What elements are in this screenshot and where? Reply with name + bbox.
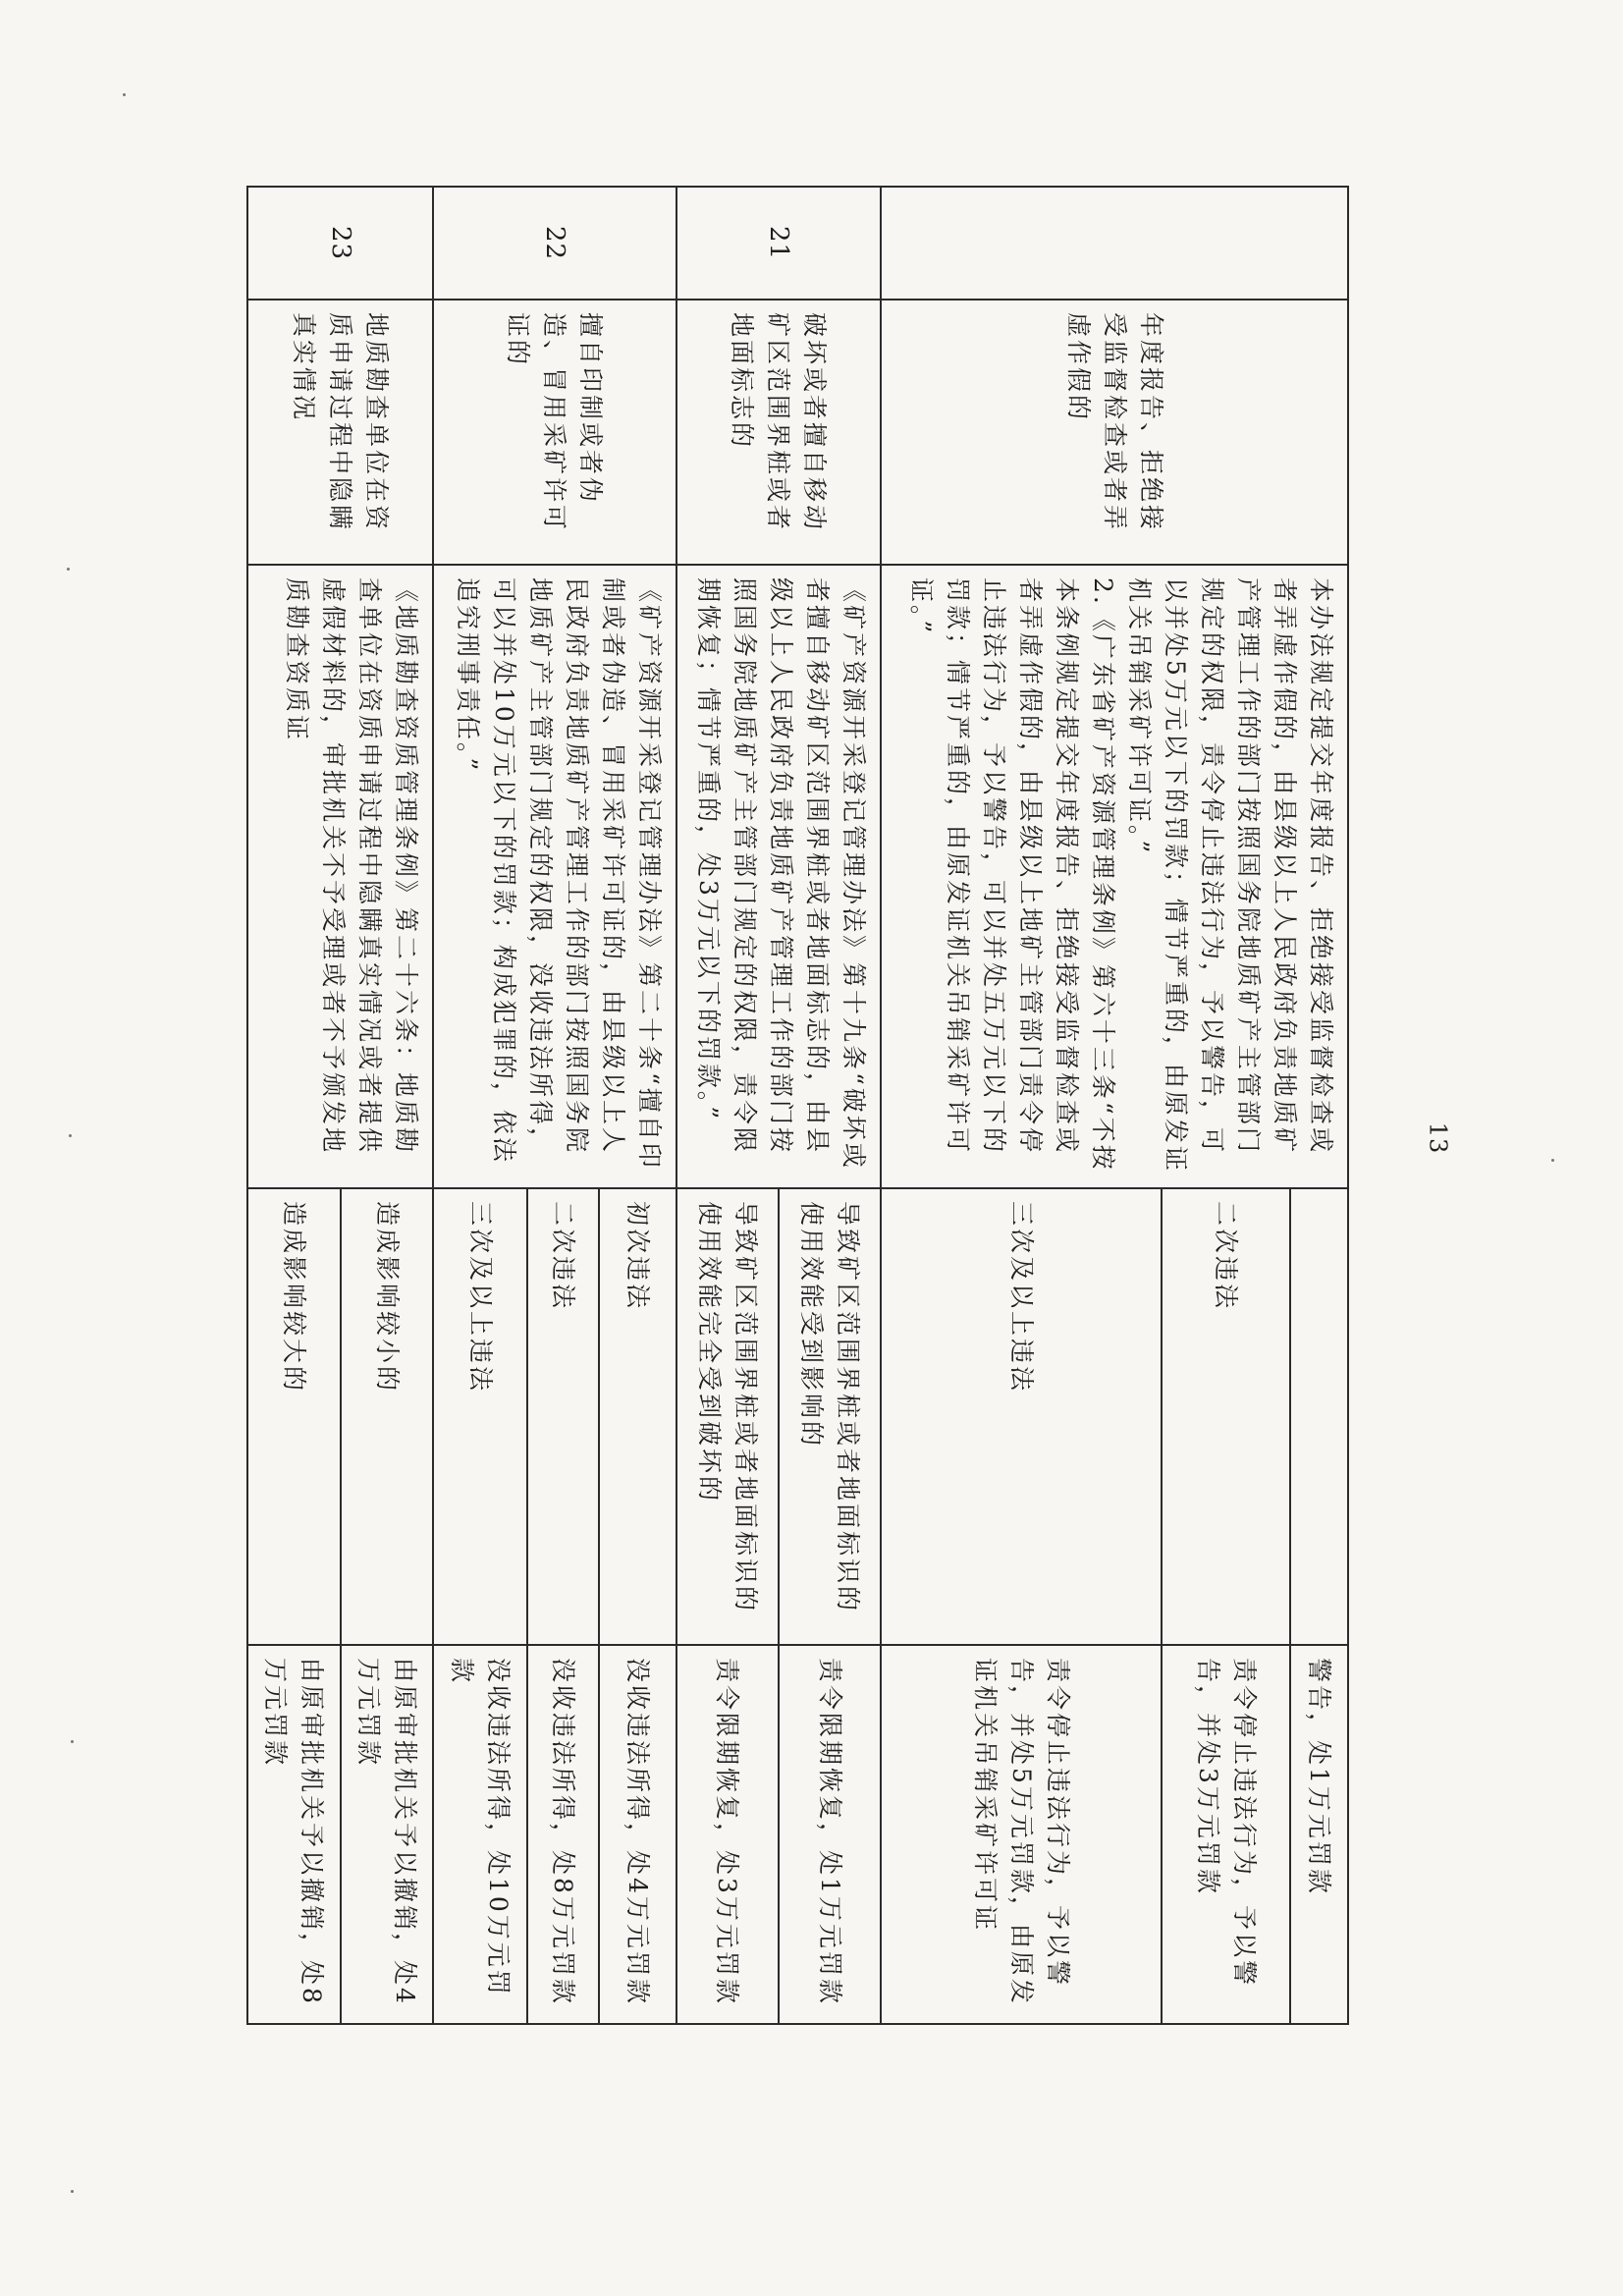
row-number: 22 <box>433 187 676 300</box>
circumstance-cell: 初次违法 <box>599 1188 676 1645</box>
legal-basis <box>247 565 433 1188</box>
rotated-table-wrapper <box>246 186 1349 2023</box>
scan-speck <box>71 1740 74 1743</box>
legal-basis <box>676 565 882 1188</box>
scan-speck <box>71 2190 74 2193</box>
row-number <box>881 187 1348 300</box>
legal-basis-paragraph: 《地质勘查资质管理条例》第二十六条：地质勘查单位在资质申请过程中隐瞒真实情况或者提供虚假材料的，审批机关不予受理或者不予颁发地质勘查资质证 <box>283 577 421 1156</box>
table-row <box>779 187 881 2024</box>
table-row <box>1290 187 1348 2024</box>
row-number: 23 <box>247 187 433 300</box>
table-row <box>599 187 676 2024</box>
penalty-cell: 没收违法所得，处8万元罚款 <box>527 1645 599 2024</box>
violation-behavior: 擅自印制或者伪造、冒用采矿许可证的 <box>433 300 676 565</box>
row-number: 21 <box>676 187 882 300</box>
penalty-standard-table <box>246 186 1349 2025</box>
circumstance-cell: 三次及以上违法 <box>881 1188 1162 1645</box>
table-row <box>341 187 434 2024</box>
legal-basis <box>881 565 1348 1188</box>
legal-basis-paragraph: 《矿产资源开采登记管理办法》第二十条“擅自印制或者伪造、冒用采矿许可证的，由县级以上人民政府负责地质矿产管理工作的部门按照国务院地质矿产主管部门规定的权限，没收违法所得，可以并处10万元以下的罚款；构成犯罪的，依法追究刑事责任。” <box>453 577 664 1171</box>
legal-basis-paragraph: 2.《广东省矿产资源管理条例》第六十三条“不按本条例规定提交年度报告、拒绝接受监督检查或者弄虚作假的，由县级以上地矿主管部门责令停止违法行为，予以警告，可以并处五万元以下的罚款；情节严重的，由原发证机关吊销采矿许可证。” <box>907 577 1117 1173</box>
circumstance-cell: 三次及以上违法 <box>433 1188 527 1645</box>
legal-basis-paragraph: 《矿产资源开采登记管理办法》第十九条“破坏或者擅自移动矿区范围界桩或者地面标志的，由县级以上人民政府负责地质矿产管理工作的部门按照国务院地质矿产主管部门规定的权限，责令限期恢复；情节严重的，处3万元以下的罚款。” <box>694 577 869 1171</box>
penalty-cell: 责令限期恢复，处3万元罚款 <box>676 1645 779 2024</box>
circumstance-cell <box>1290 1188 1348 1645</box>
scan-speck <box>1551 1159 1554 1162</box>
circumstance-cell: 造成影响较大的 <box>247 1188 341 1645</box>
violation-behavior: 地质勘查单位在资质申请过程中隐瞒真实情况 <box>247 300 433 565</box>
penalty-cell: 没收违法所得，处10万元罚款 <box>433 1645 527 2024</box>
penalty-cell: 责令停止违法行为，予以警告，并处5万元罚款，由原发证机关吊销采矿许可证 <box>881 1645 1162 2024</box>
penalty-cell: 责令限期恢复，处1万元罚款 <box>779 1645 881 2024</box>
penalty-cell: 警告，处1万元罚款 <box>1290 1645 1348 2024</box>
legal-basis-paragraph: 本办法规定提交年度报告、拒绝接受监督检查或者弄虚作假的，由县级以上人民政府负责地质矿产管理工作的部门按照国务院地质矿产主管部门规定的权限，责令停止违法行为，予以警告，可以并处5万元以下的罚款；情节严重的，由原发证机关吊销采矿许可证。” <box>1125 577 1335 1174</box>
violation-behavior: 年度报告、拒绝接受监督检查或者弄虚作假的 <box>881 300 1348 565</box>
circumstance-cell: 导致矿区范围界桩或者地面标识的使用效能受到影响的 <box>779 1188 881 1645</box>
penalty-cell: 没收违法所得，处4万元罚款 <box>599 1645 676 2024</box>
penalty-cell: 由原审批机关予以撤销，处4万元罚款 <box>341 1645 434 2024</box>
scan-speck <box>69 1134 72 1137</box>
legal-basis <box>433 565 676 1188</box>
penalty-cell: 由原审批机关予以撤销，处8万元罚款 <box>247 1645 341 2024</box>
circumstance-cell: 二次违法 <box>1162 1188 1290 1645</box>
violation-behavior: 破坏或者擅自移动矿区范围界桩或者地面标志的 <box>676 300 882 565</box>
scan-speck <box>123 93 126 96</box>
circumstance-cell: 导致矿区范围界桩或者地面标识的使用效能完全受到破坏的 <box>676 1188 779 1645</box>
penalty-cell: 责令停止违法行为，予以警告，并处3万元罚款 <box>1162 1645 1290 2024</box>
circumstance-cell: 二次违法 <box>527 1188 599 1645</box>
circumstance-cell: 造成影响较小的 <box>341 1188 434 1645</box>
scan-speck <box>67 568 70 571</box>
page-number: 13 <box>1424 1121 1452 1155</box>
